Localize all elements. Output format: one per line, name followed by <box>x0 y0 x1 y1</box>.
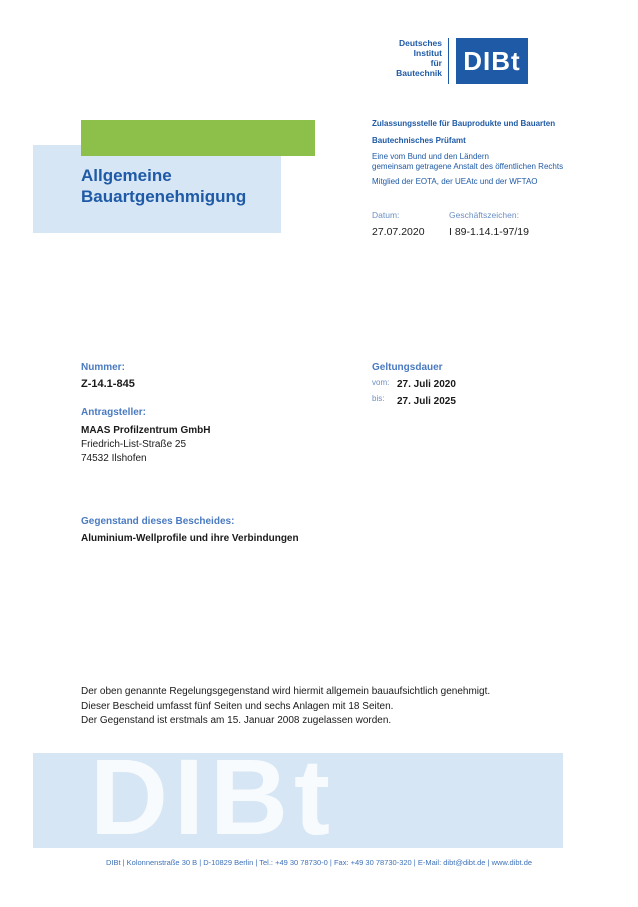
applicant-street: Friedrich-List-Straße 25 <box>81 439 187 450</box>
applicant-name: MAAS Profilzentrum GmbH <box>81 425 211 436</box>
header-line-5: Mitglied der EOTA, der UEAtc und der WFTAO <box>372 177 538 186</box>
dibt-watermark: DIBt <box>90 736 336 857</box>
validity-from-label: vom: <box>372 378 390 387</box>
document-title <box>81 165 246 207</box>
subject-value: Aluminium-Wellprofile und ihre Verbindungen <box>81 533 299 544</box>
document-title-line-1: Allgemeine <box>81 166 172 185</box>
header-line-2: Bautechnisches Prüfamt <box>372 136 466 145</box>
document-title-line-2: Bauartgenehmigung <box>81 187 247 206</box>
validity-to-value: 27. Juli 2025 <box>397 396 456 407</box>
logo-line-1: Deutsches <box>399 38 442 48</box>
reference-value: I 89-1.14.1-97/19 <box>449 226 529 238</box>
logo-institute-name <box>372 38 442 78</box>
title-accent-bar <box>81 120 315 156</box>
validity-from-value: 27. Juli 2020 <box>397 379 456 390</box>
header-line-1: Zulassungsstelle für Bauprodukte und Bauarten <box>372 119 556 128</box>
logo-divider <box>448 38 449 84</box>
applicant-city: 74532 Ilshofen <box>81 453 147 464</box>
number-value: Z-14.1-845 <box>81 378 135 390</box>
date-label: Datum: <box>372 210 400 220</box>
number-label: Nummer: <box>81 362 125 373</box>
logo-line-3: für <box>430 58 442 68</box>
date-value: 27.07.2020 <box>372 226 425 238</box>
applicant-label: Antragsteller: <box>81 407 147 418</box>
subject-label: Gegenstand dieses Bescheides: <box>81 516 235 527</box>
header-line-3: Eine vom Bund und den Ländern <box>372 152 489 161</box>
header-line-4: gemeinsam getragene Anstalt des öffentlichen Rechts <box>372 162 564 171</box>
body-line-3: Der Gegenstand ist erstmals am 15. Januar 2008 zugelassen worden. <box>81 715 392 726</box>
dibt-logo: DIBt <box>456 38 528 84</box>
logo-line-4: Bautechnik <box>396 68 442 78</box>
validity-label: Geltungsdauer <box>372 362 443 373</box>
validity-to-label: bis: <box>372 394 385 403</box>
body-line-2: Dieser Bescheid umfasst fünf Seiten und sechs Anlagen mit 18 Seiten. <box>81 701 394 712</box>
body-line-1: Der oben genannte Regelungsgegenstand wird hiermit allgemein bauaufsichtlich genehmigt. <box>81 686 491 697</box>
reference-label: Geschäftszeichen: <box>449 210 519 220</box>
logo-line-2: Institut <box>413 48 442 58</box>
footer-contact: DIBt | Kolonnenstraße 30 B | D-10829 Berlin | Tel.: +49 30 78730-0 | Fax: +49 30 78730-320 | E-Mail: dibt@dibt.de | www.dibt.de <box>105 858 533 867</box>
